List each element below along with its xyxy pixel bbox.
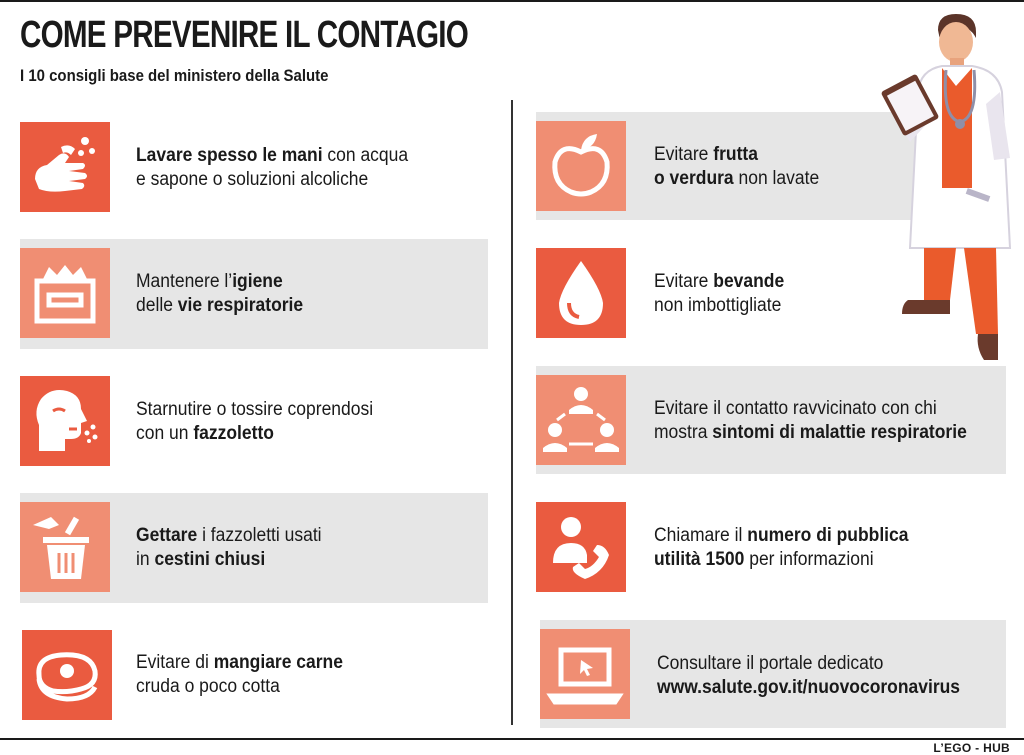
top-rule	[0, 0, 1024, 2]
tissue-box-icon	[20, 248, 110, 338]
column-divider	[511, 100, 513, 725]
fruit-icon	[536, 121, 626, 211]
tip-4-text: Gettare i fazzoletti usati in cestini chiusi	[136, 525, 322, 570]
tip-7-text: Evitare bevande non imbottigliate	[654, 271, 785, 316]
raw-meat-icon	[22, 630, 112, 720]
people-group-icon	[536, 375, 626, 465]
tip-5-text: Evitare di mangiare carne cruda o poco cotta	[136, 652, 343, 697]
tip-6-text: Evitare frutta o verdura non lavate	[654, 144, 820, 189]
bottom-rule	[0, 738, 1024, 740]
page-title: COME PREVENIRE IL CONTAGIO	[20, 14, 468, 56]
tip-9-text: Chiamare il numero di pubblica utilità 1500 per informazioni	[654, 525, 909, 570]
tip-8-text: Evitare il contatto ravvicinato con chi mostra sintomi di malattie respiratorie	[654, 398, 967, 443]
doctor-illustration	[880, 8, 1020, 368]
trash-bin-icon	[20, 502, 110, 592]
laptop-icon	[540, 629, 630, 719]
phone-call-icon	[536, 502, 626, 592]
water-drop-icon	[536, 248, 626, 338]
tip-3-text: Starnutire o tossire coprendosi con un fazzoletto	[136, 399, 374, 444]
sneezing-head-icon	[20, 376, 110, 466]
tip-10-text: Consultare il portale dedicato www.salute.gov.it/nuovocoronavirus	[657, 653, 961, 698]
page-subtitle: I 10 consigli base del ministero della Salute	[20, 66, 329, 85]
source-credit: L’EGO - HUB	[933, 741, 1010, 755]
hand-washing-icon	[20, 122, 110, 212]
tip-2-text: Mantenere l’igiene delle vie respiratorie	[136, 271, 304, 316]
tip-1-text: Lavare spesso le mani con acqua e sapone o soluzioni alcoliche	[136, 145, 409, 190]
